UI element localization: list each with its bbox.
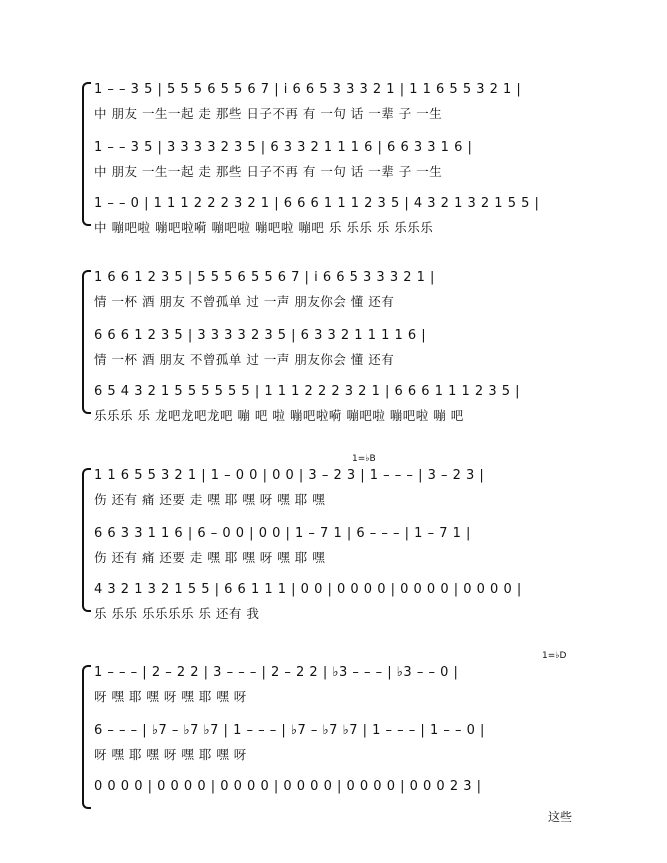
part-notes: 6 – – – | ♭7 – ♭7 ♭7 | 1 – – – | ♭7 – ♭7 ♭7 | 1 – – – | 1 – – 0 | [94, 723, 485, 738]
part-notes: 1 1 6 5 5 3 2 1 | 1 – 0 0 | 0 0 | 3 – 2 3 | 1 – – – | 3 – 2 3 | [94, 468, 485, 483]
key-change-label: 1=♭D [542, 651, 567, 661]
part-lyrics: 乐 乐乐 乐乐乐乐 乐 还有 我 [94, 606, 260, 621]
part-lyrics [94, 801, 574, 819]
part-notes: 1 – – 3 5 | 3 3 3 3 2 3 5 | 6 3 3 2 1 1 1 6 | 6 6 3 3 1 6 | [94, 140, 473, 155]
part-notes: 6 6 3 3 1 1 6 | 6 – 0 0 | 0 0 | 1 – 7 1 | 6 – – – | 1 – 7 1 | [94, 526, 471, 541]
part-notes: 1 – – 3 5 | 5 5 5 6 5 5 6 7 | i 6 6 5 3 3 3 2 1 | 1 1 6 5 5 3 2 1 | [94, 82, 522, 97]
part-notes: 1 – – 0 | 1 1 1 2 2 2 3 2 1 | 6 6 6 1 1 1 2 3 5 | 4 3 2 1 3 2 1 5 5 | [94, 196, 540, 211]
part-lyrics: 伤 还有 痛 还要 走 嘿 耶 嘿 呀 嘿 耶 嘿 [94, 492, 326, 507]
system-brace [82, 468, 91, 612]
system-brace [82, 270, 91, 414]
part-lyrics: 中 朋友 一生一起 走 那些 日子不再 有 一句 话 一辈 子 一生 [94, 106, 443, 121]
part-lyrics: 伤 还有 痛 还要 走 嘿 耶 嘿 呀 嘿 耶 嘿 [94, 550, 326, 565]
part-notes: 0 0 0 0 | 0 0 0 0 | 0 0 0 0 | 0 0 0 0 | 0 0 0 0 | 0 0 0 2 3 | [94, 779, 482, 794]
part-lyrics: 呀 嘿 耶 嘿 呀 嘿 耶 嘿 呀 [94, 689, 247, 704]
part-notes: 6 5 4 3 2 1 5 5 5 5 5 5 | 1 1 1 2 2 2 3 2 1 | 6 6 6 1 1 1 2 3 5 | [94, 384, 521, 399]
part-lyrics: 中 朋友 一生一起 走 那些 日子不再 有 一句 话 一辈 子 一生 [94, 164, 443, 179]
part-notes: 6 6 6 1 2 3 5 | 3 3 3 3 2 3 5 | 6 3 3 2 1 1 1 1 6 | [94, 328, 427, 343]
part-notes: 1 6 6 1 2 3 5 | 5 5 5 6 5 5 6 7 | i 6 6 5 3 3 3 2 1 | [94, 270, 435, 285]
system-brace [82, 665, 91, 809]
score-system-1 [84, 82, 584, 235]
score-system-3 [84, 454, 584, 621]
part-lyrics: 情 一杯 酒 朋友 不曾孤单 过 一声 朋友你会 懂 还有 [94, 352, 395, 367]
part-lyrics: 情 一杯 酒 朋友 不曾孤单 过 一声 朋友你会 懂 还有 [94, 294, 395, 309]
score-system-4 [84, 651, 584, 805]
part-lyrics: 呀 嘿 耶 嘿 呀 嘿 耶 嘿 呀 [94, 747, 247, 762]
part-notes: 4 3 2 1 3 2 1 5 5 | 6 6 1 1 1 | 0 0 | 0 0 0 0 | 0 0 0 0 | 0 0 0 0 | [94, 582, 522, 597]
score-system-2 [84, 270, 584, 423]
key-change-label: 1=♭B [352, 454, 376, 464]
final-lyric [548, 808, 572, 825]
part-lyrics: 乐乐乐 乐 龙吧龙吧龙吧 嘣 吧 啦 嘣吧啦嗬 嘣吧啦 嘣吧啦 嘣 吧 [94, 408, 464, 423]
system-brace [82, 82, 91, 226]
final-lyric-text: 这些 [548, 810, 573, 824]
part-lyrics: 中 嘣吧啦 嘣吧啦嗬 嘣吧啦 嘣吧啦 嘣吧 乐 乐乐 乐 乐乐乐 [94, 220, 434, 235]
part-notes: 1 – – – | 2 – 2 2 | 3 – – – | 2 – 2 2 | ♭3 – – – | ♭3 – – 0 | [94, 665, 459, 680]
